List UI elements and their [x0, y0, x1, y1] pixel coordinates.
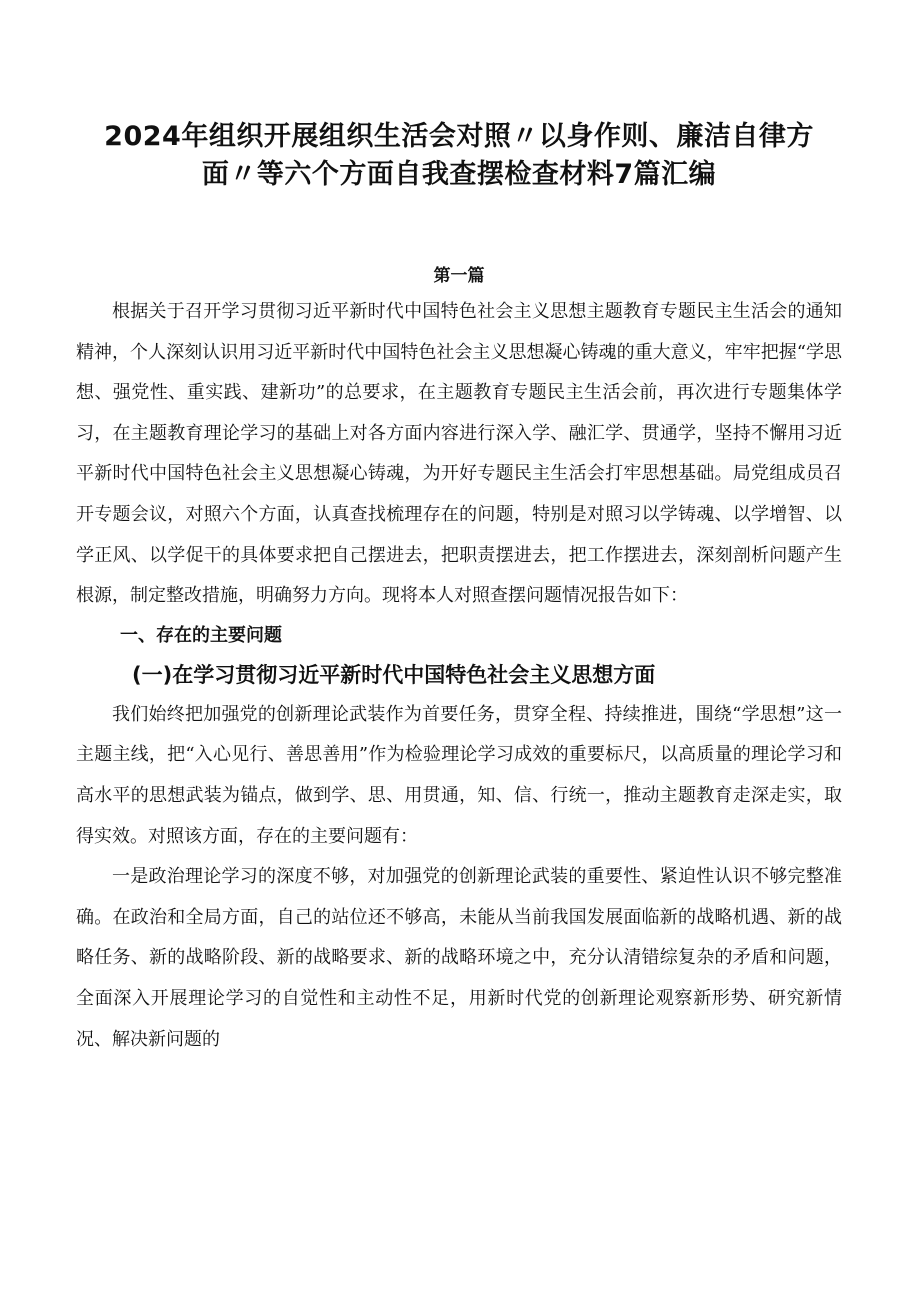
body-paragraph-1: 我们始终把加强党的创新理论武装作为首要任务，贯穿全程、持续推进，围绕“学思想”这一主题主线，把“入心见行、善思善用”作为检验理论学习成效的重要标尺，以高质量的理论学习和高水平的思想武装为锚点，做到学、思、用贯通，知、信、行统一，推动主题教育走深走实，取得实效。对照该方面，存在的主要问题有：	[76, 703, 842, 847]
intro-paragraph: 根据关于召开学习贯彻习近平新时代中国特色社会主义思想主题教育专题民主生活会的通知精神，个人深刻认识用习近平新时代中国特色社会主义思想凝心铸魂的重大意义，牢牢把握“学思想、强党性、重实践、建新功”的总要求，在主题教育专题民主生活会前，再次进行专题集体学习，在主题教育理论学习的基础上对各方面内容进行深入学、融汇学、贯通学，坚持不懈用习近平新时代中国特色社会主义思想凝心铸魂，为开好专题民主生活会打牢思想基础。局党组成员召开专题会议，对照六个方面，认真查找梳理存在的问题，特别是对照习以学铸魂、以学增智、以学正风、以学促干的具体要求把自己摆进去，把职责摆进去，把工作摆进去，深刻剖析问题产生根源，制定整改措施，明确努力方向。现将本人对照查摆问题情况报告如下：	[76, 301, 842, 607]
heading-subsection-1: (一)在学习贯彻习近平新时代中国特色社会主义思想方面	[132, 662, 656, 687]
heading-main-problems: 一、存在的主要问题	[120, 624, 282, 646]
section-label: 第一篇	[433, 266, 485, 286]
body-paragraph-2: 一是政治理论学习的深度不够，对加强党的创新理论武装的重要性、紧迫性认识不够完整准确。在政治和全局方面，自己的站位还不够高，未能从当前我国发展面临新的战略机遇、新的战略任务、新的战略阶段、新的战略要求、新的战略环境之中，充分认清错综复杂的矛盾和问题，全面深入开展理论学习的自觉性和主动性不足，用新时代党的创新理论观察新形势、研究新情况、解决新问题的	[76, 866, 842, 1050]
document-title: 2024年组织开展组织生活会对照〃以身作则、廉洁自律方面〃等六个方面自我查摆检查材料7篇汇编	[104, 121, 814, 190]
